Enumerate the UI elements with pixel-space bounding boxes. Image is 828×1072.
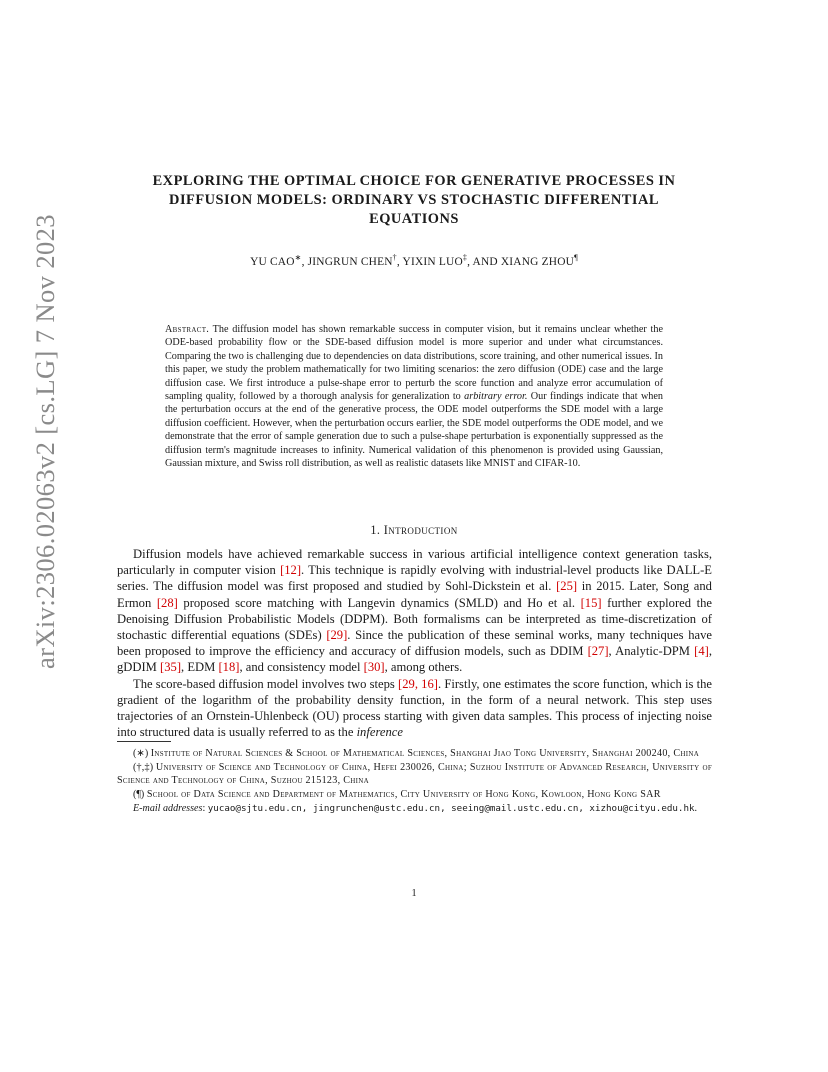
title-line-1: EXPLORING THE OPTIMAL CHOICE FOR GENERATIVE PROCESSES IN [152, 173, 676, 189]
footnote-affiliation-2 [117, 761, 712, 787]
text-span: , among others. [384, 660, 463, 675]
text-span: further explored the Denoising Diffusion Probabilistic Models (DDPM). Both formalisms can be interpreted as time-discretization of stochastic differential equations (SDEs) [117, 595, 712, 643]
arxiv-sidebar [24, 214, 60, 669]
footnote-emails: E-mail addresses: yucao@sjtu.edu.cn, jingrunchen@ustc.edu.cn, seeing@mail.ustc.edu.cn, xizhou@cityu.edu.hk. [133, 803, 698, 814]
section-heading [118, 523, 710, 538]
text-span: The score-based diffusion model involves two steps [133, 676, 395, 691]
citation-link[interactable]: [12] [280, 563, 302, 578]
email-addresses[interactable]: yucao@sjtu.edu.cn, jingrunchen@ustc.edu.cn, seeing@mail.ustc.edu.cn, xizhou@cityu.edu.hk [207, 803, 695, 814]
arxiv-identifier: arXiv:2306.02063v2 [cs.LG] 7 Nov 2023 [30, 214, 60, 669]
affiliation-text: Institute of Natural Sciences & School of Mathematical Sciences, Shanghai Jiao Tong University, Shanghai 200240, China [150, 748, 700, 759]
paper-title [118, 172, 710, 229]
page-number: 1 [411, 888, 417, 899]
author-3: YIXIN LUO [402, 255, 463, 268]
abstract-emphasis: arbitrary error. [464, 391, 528, 403]
footnote-divider [117, 741, 171, 742]
affiliation-text: School of Data Science and Department of Mathematics, City University of Hong Kong, Kowloon, Hong Kong SAR [146, 789, 661, 800]
citation-link[interactable]: [18] [218, 660, 240, 675]
author-1: YU CAO [250, 255, 295, 268]
text-span: , Analytic-DPM [608, 644, 690, 659]
email-label: E-mail addresses [133, 803, 203, 814]
abstract-text-1: The diffusion model has shown remarkable success in computer vision, but it remains unclear whether the ODE-based probability flow or the SDE-based diffusion model is more superior and under what circumstances. Comparing the two is challenging due to dependencies on data distributions, score training, and other numerical issues. In this paper, we study the problem mathematically for two limiting scenarios: the zero diffusion (ODE) case and the large diffusion case. We first introduce a pulse-shape error to perturb the score function and analyze error accumulation of sampling quality, followed by a thorough analysis for generalization to [165, 324, 663, 403]
footnote-mark: (†,‡) [133, 762, 154, 773]
title-line-2: DIFFUSION MODELS: ORDINARY VS STOCHASTIC DIFFERENTIAL [169, 192, 659, 208]
abstract-label: Abstract. [165, 324, 210, 335]
author-4: AND XIANG ZHOU [472, 255, 575, 268]
citation-link[interactable]: [35] [160, 660, 182, 675]
text-span: in 2015. Later, Song and Ermon [117, 579, 712, 610]
author-4-mark: ¶ [574, 253, 578, 262]
author-2-mark: † [392, 253, 397, 262]
abstract [165, 323, 663, 470]
text-span: . [694, 803, 698, 814]
text-span: , and consistency model [239, 660, 361, 675]
text-span: . This technique is rapidly evolving with industrial-level products like DALL-E series. The diffusion model was first proposed and studied by Sohl-Dickstein et al. [117, 563, 712, 594]
citation-link[interactable]: [25] [556, 579, 578, 594]
title-line-3: EQUATIONS [369, 211, 459, 227]
text-span: proposed score matching with Langevin dynamics (SMLD) and Ho et al. [183, 595, 576, 610]
citation-link[interactable]: [27] [587, 644, 609, 659]
paragraph-1 [117, 546, 712, 676]
author-3-mark: ‡ [462, 253, 468, 262]
citation-link[interactable]: [29] [326, 628, 348, 643]
introduction-body [117, 546, 712, 740]
footnote-mark: (¶) [133, 789, 145, 800]
section-number: 1. [370, 523, 381, 537]
affiliation-text: University of Science and Technology of China, Hefei 230026, China; Suzhou Institute of Advanced Research, University of Science and Technology of China, Suzhou 215123, China [117, 762, 713, 786]
emphasis: inference [356, 725, 403, 740]
text-span: , EDM [181, 660, 216, 675]
text-span: Diffusion models have achieved remarkable success in various artificial intelligence context generation tasks, particularly in computer vision [117, 547, 712, 578]
footnote-affiliation-1 [117, 747, 712, 760]
citation-link[interactable]: [15] [580, 595, 602, 610]
footnotes [117, 747, 712, 816]
citation-link[interactable]: [30] [363, 660, 385, 675]
paragraph-2 [117, 676, 712, 741]
text-span: , gDDIM [117, 644, 712, 675]
citation-link[interactable]: [28] [156, 595, 178, 610]
footnote-affiliation-3 [117, 788, 712, 801]
author-2: JINGRUN CHEN [307, 255, 393, 268]
text-span: . Firstly, one estimates the score function, which is the gradient of the logarithm of the probability density function, in the form of a neural network. This step uses trajectories of an Ornstein-Uhlenbeck (OU) process starting with given data samples. This process of injecting noise into structured data is usually referred to as the [117, 676, 712, 740]
footnote-mark: (∗) [133, 748, 149, 759]
abstract-text-2: Our findings indicate that when the perturbation occurs at the end of the generative process, the ODE model outperforms the SDE model with a large diffusion coefficient. However, when the perturbation occurs earlier, the SDE model outperforms the ODE model, and we demonstrate that the error of sample generation due to such a pulse-shape perturbation is exponentially suppressed as the diffusion term's magnitude increases to infinity. Numerical validation of this phenomenon is provided using Gaussian, Gaussian mixture, and Swiss roll distribution, as well as realistic datasets like MNIST and CIFAR-10. [165, 391, 664, 470]
text-span: . Since the publication of these seminal works, many techniques have been proposed to improve the efficiency and accuracy of diffusion models, such as DDIM [117, 628, 712, 659]
citation-link[interactable]: [4] [694, 644, 709, 659]
section-title: Introduction [383, 523, 458, 537]
author-1-mark: ∗ [294, 253, 302, 262]
author-list: YU CAO∗, JINGRUN CHEN†, YIXIN LUO‡, AND XIANG ZHOU¶ [250, 253, 578, 268]
citation-link[interactable]: [29, 16] [398, 676, 438, 691]
